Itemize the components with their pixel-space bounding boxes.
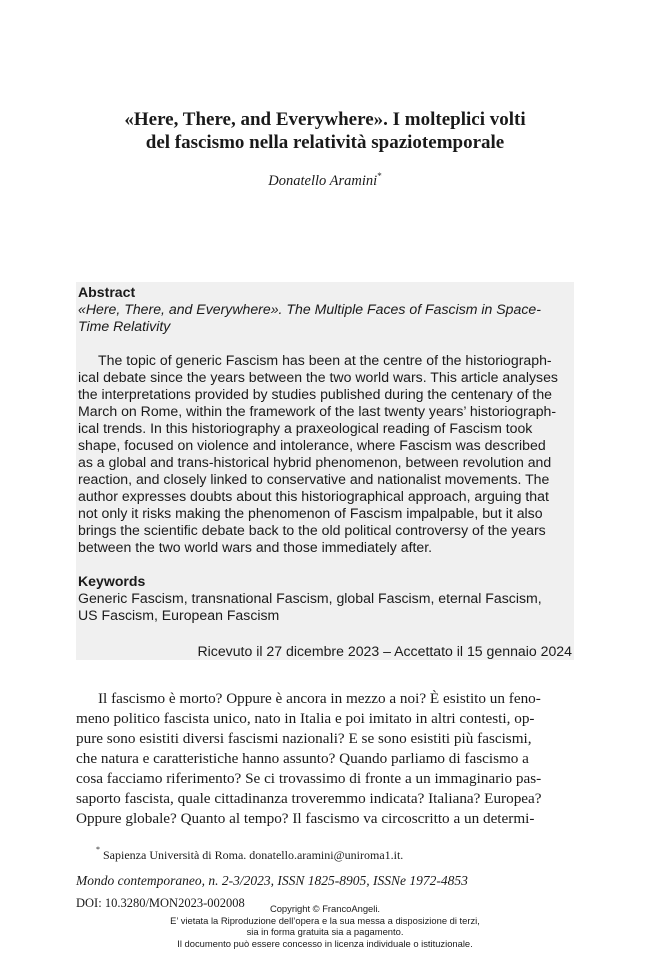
keywords-line: US Fascism, European Fascism bbox=[78, 607, 280, 623]
article-title bbox=[70, 108, 580, 154]
copyright-notice bbox=[120, 903, 530, 949]
body-line: Oppure globale? Quanto al tempo? Il fascismo va circoscritto a un determi- bbox=[76, 810, 535, 827]
author-line bbox=[0, 173, 650, 190]
abstract-heading: Abstract bbox=[78, 284, 136, 300]
abstract-line: not only it risks making the phenomenon of Fascism impalpable, but it also bbox=[78, 505, 543, 521]
doi: DOI: 10.3280/MON2023-002008 bbox=[76, 896, 245, 910]
abstract-line: brings the scientific debate back to the old political controversy of the years bbox=[78, 522, 546, 538]
footnote-text: Sapienza Università di Roma. donatello.aramini@uniroma1.it. bbox=[103, 848, 404, 862]
title-line: «Here, There, and Everywhere». I molteplici volti bbox=[124, 109, 526, 130]
body-line: pure sono esistiti diversi fascismi nazionali? E se sono esistiti più fascismi, bbox=[76, 730, 532, 747]
abstract-line: as a global and trans-historical hybrid phenomenon, between revolution and bbox=[78, 454, 552, 470]
copyright-line: Copyright © FrancoAngeli. bbox=[269, 903, 381, 914]
copyright-line: E’ vietata la Riproduzione dell’opera e la sua messa a disposizione di terzi, bbox=[170, 914, 480, 926]
abstract-line: author expresses doubts about this historiographical approach, arguing that bbox=[78, 488, 549, 504]
abstract-text bbox=[78, 352, 558, 556]
body-line: saporto fascista, quale cittadinanza troveremmo indicata? Italiana? Europea? bbox=[76, 790, 542, 807]
abstract-subtitle-line: «Here, There, and Everywhere». The Multiple Faces of Fascism in Space- bbox=[78, 301, 541, 317]
keywords-line: Generic Fascism, transnational Fascism, global Fascism, eternal Fascism, bbox=[78, 590, 542, 606]
abstract-line: The topic of generic Fascism has been at the centre of the historiograph- bbox=[98, 352, 552, 368]
body-line: meno politico fascista unico, nato in Italia e poi imitato in altri contesti, op- bbox=[76, 710, 535, 727]
abstract-english-title bbox=[78, 301, 541, 335]
body-line: cosa facciamo riferimento? Se ci trovassimo di fronte a un immaginario pas- bbox=[76, 770, 542, 787]
copyright-line: sia in forma gratuita sia a pagamento. bbox=[246, 926, 404, 937]
abstract-line: reaction, and closely linked to conservative and nationalist movements. The bbox=[78, 471, 550, 487]
abstract-line: March on Rome, within the framework of the last twenty years’ historiograph- bbox=[78, 403, 557, 419]
body-line: che natura e caratteristiche hanno assunto? Quando parliamo di fascismo a bbox=[76, 750, 529, 767]
article-body bbox=[76, 689, 576, 829]
author-name: Donatello Aramini bbox=[268, 173, 378, 189]
abstract-line: ical trends. In this historiography a praxeological reading of Fascism took bbox=[78, 420, 533, 436]
journal-citation: Mondo contemporaneo, n. 2-3/2023, ISSN 1825-8905, ISSNe 1972-4853 bbox=[76, 873, 468, 888]
abstract-subtitle-line: Time Relativity bbox=[78, 318, 171, 334]
abstract-line: the interpretations provided by studies published during the centenary of the bbox=[78, 386, 553, 402]
keywords-list bbox=[78, 590, 542, 624]
title-line: del fascismo nella relatività spaziotemporale bbox=[145, 132, 505, 153]
body-line: Il fascismo è morto? Oppure è ancora in mezzo a noi? È esistito un feno- bbox=[98, 690, 541, 707]
abstract-line: between the two world wars and those immediately after. bbox=[78, 539, 433, 555]
received-accepted-dates: Ricevuto il 27 dicembre 2023 – Accettato il 15 gennaio 2024 bbox=[197, 643, 572, 659]
footnote-marker: * bbox=[96, 845, 100, 854]
footnote bbox=[96, 845, 404, 863]
abstract-line: shape, focused on violence and intolerance, where Fascism was described bbox=[78, 437, 546, 453]
copyright-line: Il documento può essere concesso in licenza individuale o istituzionale. bbox=[177, 937, 473, 949]
abstract-line: ical debate since the years between the two world wars. This article analyses bbox=[78, 369, 558, 385]
author-footnote-marker: * bbox=[377, 171, 382, 181]
keywords-heading: Keywords bbox=[78, 573, 146, 589]
